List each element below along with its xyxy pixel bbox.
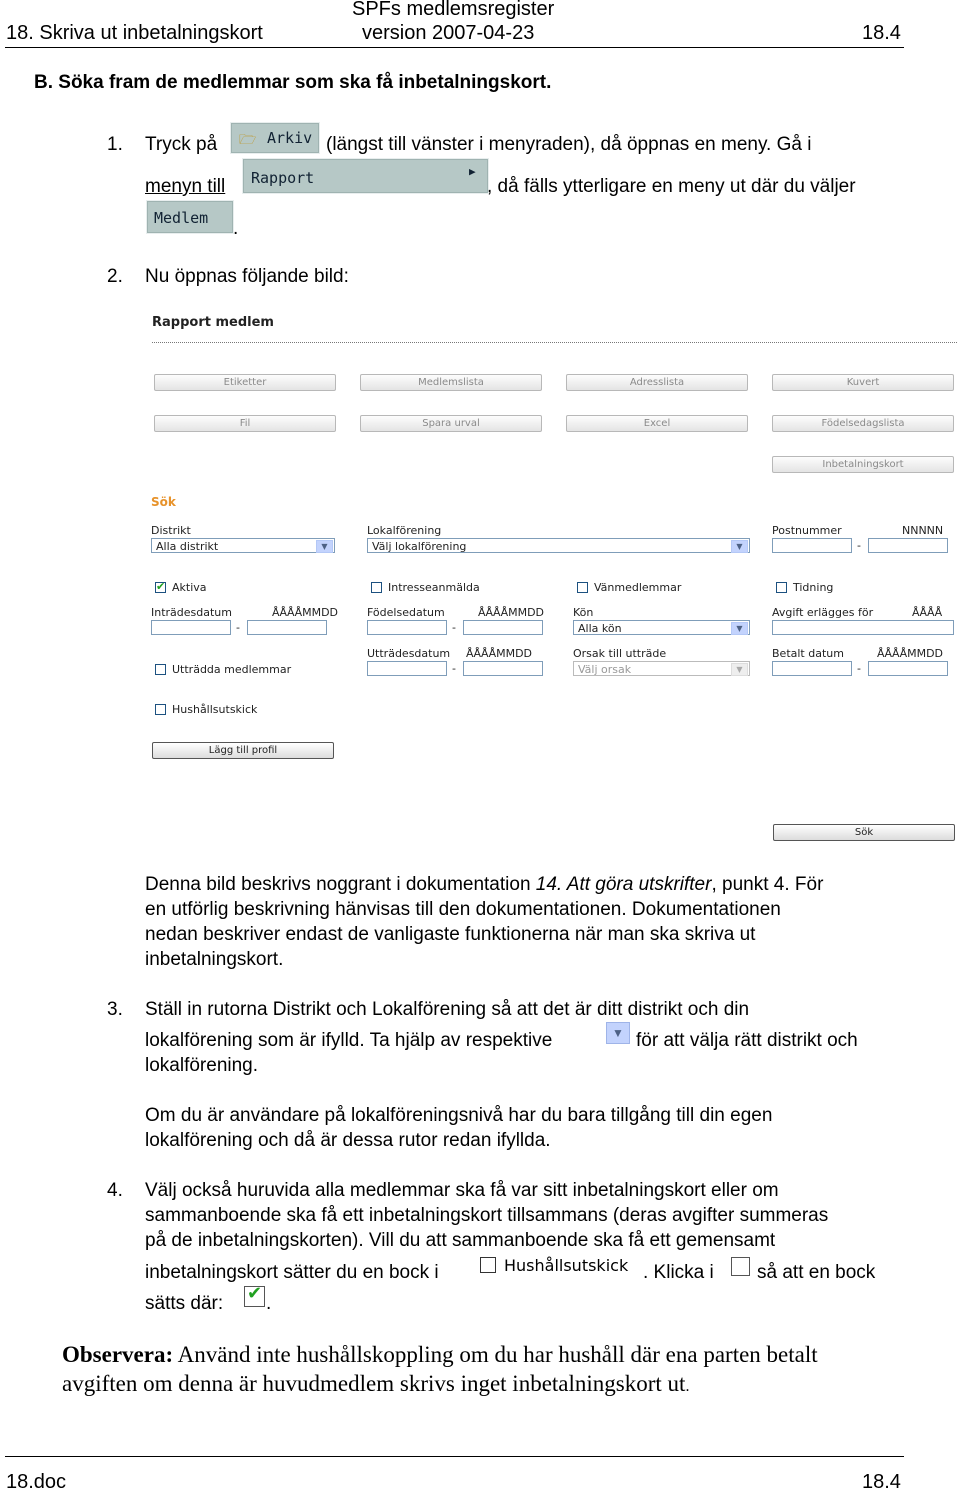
- step4-line-4b: . Klicka i: [643, 1262, 714, 1283]
- step3-line-2b: för att välja rätt distrikt och: [636, 1030, 858, 1051]
- vanmedlemmar-label: Vänmedlemmar: [594, 581, 682, 594]
- orsak-select[interactable]: [573, 661, 750, 676]
- desc-text-2: , punkt 4. För: [711, 874, 824, 895]
- hushallsutskick-label: Hushållsutskick: [504, 1256, 629, 1275]
- empty-checkbox-icon: [731, 1257, 750, 1276]
- kuvert-button[interactable]: Kuvert: [772, 374, 954, 391]
- avgift-input[interactable]: [772, 620, 954, 635]
- check-mark-icon: ✔: [247, 1283, 263, 1303]
- observera-period: .: [685, 1378, 690, 1395]
- dropdown-arrow-icon: ▼: [731, 663, 748, 676]
- observera-line-1: [62, 1342, 818, 1368]
- step4-line-3: på de inbetalningskorten). Vill du att sammanboende ska få ett gemensamt: [145, 1230, 776, 1251]
- footer-page: 18.4: [862, 1471, 901, 1493]
- medlem-menu-item: [146, 200, 234, 234]
- sok-button[interactable]: Sök: [773, 824, 955, 841]
- orsak-value: Välj orsak: [578, 663, 632, 676]
- section-heading: B. Söka fram de medlemmar som ska få inbetalningskort.: [34, 72, 552, 93]
- step4-line-5: sätts där:: [145, 1293, 224, 1314]
- step3-number: 3.: [107, 999, 123, 1020]
- observera-label: Observera:: [62, 1342, 174, 1367]
- utradesdatum-from-input[interactable]: [367, 661, 447, 676]
- fodelsedatum-to-input[interactable]: [463, 620, 543, 635]
- step3-line-3: lokalförening.: [145, 1055, 259, 1076]
- step2-number: 2.: [107, 266, 123, 287]
- etiketter-button[interactable]: Etiketter: [154, 374, 336, 391]
- step4-line-2: sammanboende ska få ett inbetalningskort tillsammans (deras avgifter summeras: [145, 1205, 829, 1226]
- step1-text-b: (längst till vänster i menyraden), då öppnas en meny. Gå i: [326, 134, 812, 155]
- vanmedlemmar-checkbox[interactable]: [577, 582, 588, 593]
- postnummer-label: Postnummer: [772, 524, 842, 537]
- hushall-checkbox[interactable]: [155, 704, 166, 715]
- header-rule: [5, 47, 904, 48]
- step3-line-2a: lokalförening som är ifylld. Ta hjälp av respektive: [145, 1030, 553, 1051]
- avgift-hint: ÅÅÅÅ: [912, 606, 943, 619]
- tidning-checkbox[interactable]: [776, 582, 787, 593]
- form-title: Rapport medlem: [152, 315, 274, 330]
- hushall-label: Hushållsutskick: [172, 703, 258, 716]
- lokalforening-select[interactable]: [367, 538, 750, 553]
- rapport-label: Rapport: [251, 169, 315, 187]
- lokalforening-label: Lokalförening: [367, 524, 442, 537]
- range-dash: -: [236, 621, 240, 634]
- utradda-checkbox[interactable]: [155, 664, 166, 675]
- step3-p2-line-1: Om du är användare på lokalföreningsnivå har du bara tillgång till din egen: [145, 1105, 773, 1126]
- distrikt-select[interactable]: [151, 538, 335, 553]
- rapport-medlem-form: [140, 300, 960, 860]
- utradesdatum-label: Utträdesdatum: [367, 647, 451, 660]
- medlem-label: Medlem: [154, 209, 209, 227]
- observera-text-1: Använd inte hushållskoppling om du har hushåll där ena parten betalt: [173, 1342, 818, 1367]
- step1-text-d: , då fälls ytterligare en meny ut där du väljer: [487, 176, 856, 197]
- desc-line-2: en utförlig beskrivning hänvisas till den dokumentationen. Dokumentationen: [145, 899, 781, 920]
- desc-line-3: nedan beskriver endast de vanligaste funktionerna när man ska skriva ut: [145, 924, 756, 945]
- observera-line-2: [62, 1371, 689, 1397]
- betalt-from-input[interactable]: [772, 661, 852, 676]
- step1-text-a: Tryck på: [145, 134, 218, 155]
- range-dash: -: [857, 539, 861, 552]
- utradesdatum-to-input[interactable]: [463, 661, 543, 676]
- betalt-hint: ÅÅÅÅMMDD: [877, 647, 944, 660]
- checked-checkbox-icon: [244, 1283, 265, 1307]
- betalt-label: Betalt datum: [772, 647, 844, 660]
- header-chapter: 18. Skriva ut inbetalningskort: [6, 22, 263, 44]
- step4-line-5-end: .: [266, 1293, 272, 1314]
- distrikt-value: Alla distrikt: [156, 540, 219, 553]
- arkiv-menu-button: [230, 122, 320, 154]
- footer-rule: [5, 1456, 904, 1457]
- dropdown-arrow-icon: ▼: [731, 540, 748, 553]
- betalt-to-input[interactable]: [868, 661, 948, 676]
- kon-select[interactable]: [573, 620, 750, 635]
- range-dash: -: [857, 662, 861, 675]
- lagg-till-profil-button[interactable]: Lägg till profil: [152, 742, 334, 759]
- desc-text-1: Denna bild beskrivs noggrant i dokumentation: [145, 874, 536, 895]
- step2-text: Nu öppnas följande bild:: [145, 266, 349, 287]
- excel-button[interactable]: Excel: [566, 415, 748, 432]
- postnummer-hint: NNNNN: [902, 524, 944, 537]
- step4-line-1: Välj också huruvida alla medlemmar ska få var sitt inbetalningskort eller om: [145, 1180, 779, 1201]
- postnummer-to-input[interactable]: [868, 538, 948, 553]
- footer-file: 18.doc: [6, 1471, 67, 1493]
- header-page: 18.4: [862, 22, 901, 44]
- spara-urval-button[interactable]: Spara urval: [360, 415, 542, 432]
- header-app-title: SPFs medlemsregister: [352, 0, 555, 20]
- fodelsedagslista-button[interactable]: Födelsedagslista: [772, 415, 954, 432]
- aktiva-label: Aktiva: [172, 581, 207, 594]
- sok-heading: Sök: [151, 495, 176, 509]
- folder-icon: 🗁: [239, 132, 257, 148]
- step1-text-c: menyn till: [145, 176, 226, 197]
- adresslista-button[interactable]: Adresslista: [566, 374, 748, 391]
- tidning-label: Tidning: [793, 581, 834, 594]
- intresseanmalda-label: Intresseanmälda: [388, 581, 480, 594]
- step3-p2-line-2: lokalförening och då är dessa rutor redan ifyllda.: [145, 1130, 551, 1151]
- step4-number: 4.: [107, 1180, 123, 1201]
- dropdown-arrow-icon: ▼: [606, 1022, 630, 1044]
- title-divider: [152, 342, 957, 343]
- range-dash: -: [452, 662, 456, 675]
- distrikt-label: Distrikt: [151, 524, 191, 537]
- kon-value: Alla kön: [578, 622, 622, 635]
- kon-label: Kön: [573, 606, 594, 619]
- orsak-label: Orsak till utträde: [573, 647, 667, 660]
- avgift-label: Avgift erlägges för: [772, 606, 874, 619]
- rapport-menu-item: [242, 158, 489, 194]
- fodelsedatum-hint: ÅÅÅÅMMDD: [478, 606, 545, 619]
- fil-button[interactable]: Fil: [154, 415, 336, 432]
- intradesdatum-hint: ÅÅÅÅMMDD: [272, 606, 339, 619]
- arkiv-label: Arkiv: [267, 129, 313, 147]
- intradesdatum-from-input[interactable]: [151, 620, 231, 635]
- desc-reference: 14. Att göra utskrifter: [535, 874, 712, 895]
- observera-text-2: avgiften om denna är huvudmedlem skrivs inget inbetalningskort ut: [62, 1371, 686, 1396]
- step1-number: 1.: [107, 134, 123, 155]
- lokalforening-value: Välj lokalförening: [372, 540, 467, 553]
- dropdown-arrow-icon: ▼: [731, 622, 748, 635]
- fodelsedatum-label: Födelsedatum: [367, 606, 445, 619]
- step3-line-1: Ställ in rutorna Distrikt och Lokalförening så att det är ditt distrikt och din: [145, 999, 750, 1020]
- medlemslista-button[interactable]: Medlemslista: [360, 374, 542, 391]
- fodelsedatum-from-input[interactable]: [367, 620, 447, 635]
- step4-line-4a: inbetalningskort sätter du en bock i: [145, 1262, 439, 1283]
- range-dash: -: [452, 621, 456, 634]
- intradesdatum-label: Inträdesdatum: [151, 606, 232, 619]
- desc-line-1: [145, 874, 823, 896]
- desc-line-4: inbetalningskort.: [145, 949, 284, 970]
- postnummer-from-input[interactable]: [772, 538, 852, 553]
- utradda-label: Utträdda medlemmar: [172, 663, 292, 676]
- inbetalningskort-button[interactable]: Inbetalningskort: [772, 456, 954, 473]
- intresseanmalda-checkbox[interactable]: [371, 582, 382, 593]
- header-version: version 2007-04-23: [362, 22, 535, 44]
- dropdown-arrow-icon: ▼: [316, 540, 333, 553]
- step4-line-4c: så att en bock: [757, 1262, 876, 1283]
- checkbox-icon: [480, 1257, 496, 1273]
- utradesdatum-hint: ÅÅÅÅMMDD: [466, 647, 533, 660]
- submenu-arrow-icon: ▶: [469, 165, 476, 178]
- step1-text-e: .: [233, 218, 239, 239]
- intradesdatum-to-input[interactable]: [247, 620, 327, 635]
- aktiva-checkbox[interactable]: [155, 582, 166, 593]
